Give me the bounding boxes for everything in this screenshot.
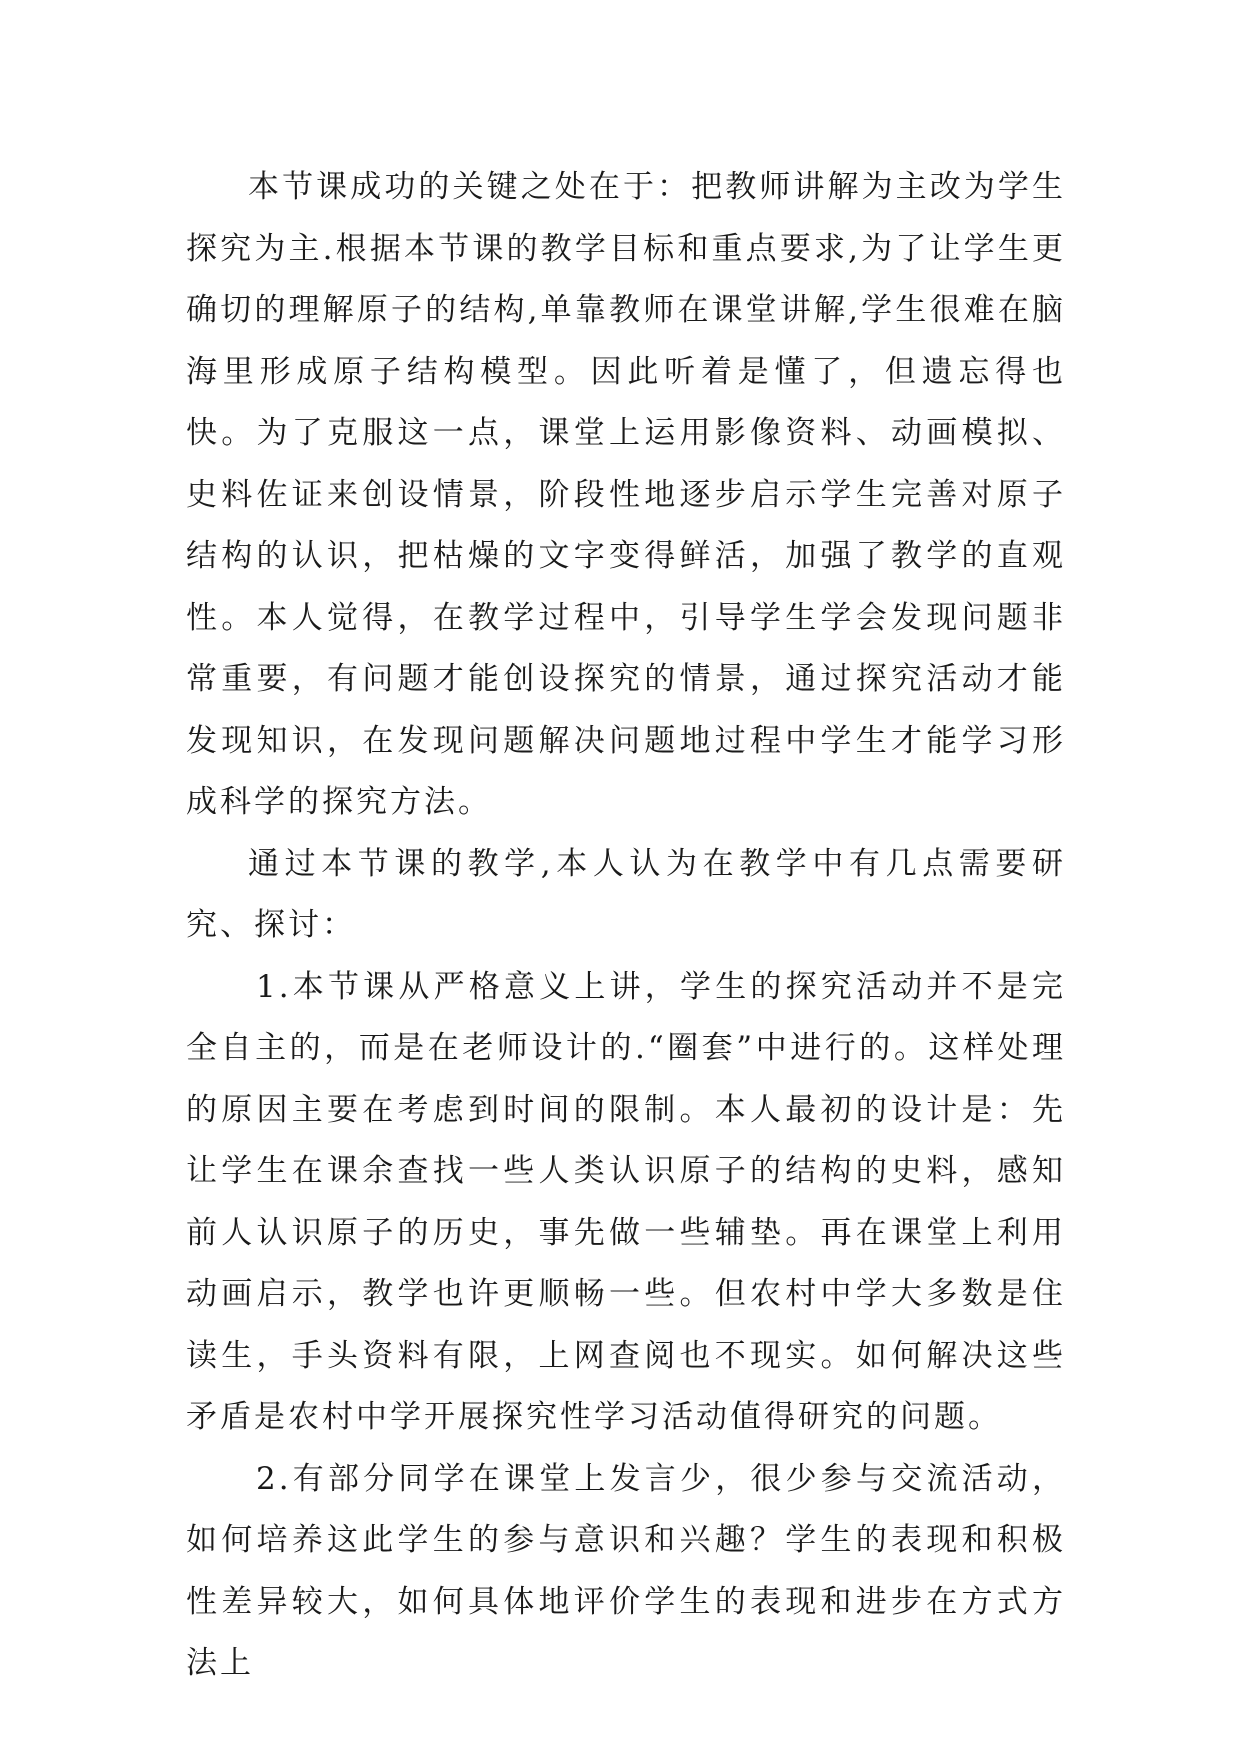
text-line: 快。为了克服这一点，课堂上运用影像资料、动画模拟、史 [186,415,1066,513]
document-body [186,157,1066,1695]
text-line: 人觉得，在教学过程中，引导学生学会发现问题非常重要， [186,599,1066,697]
paragraph-point-2 [186,1449,1066,1695]
text-line: 2.有部分同学在课堂上发言少，很少参与交流活动，如 [186,1460,1066,1558]
text-line: 有问题才能创设探究的情景，通过探究活动才能发现知识， [186,661,1066,759]
text-line: 的认识，把枯燥的文字变得鲜活，加强了教学的直观性。本 [186,538,1066,636]
text-line: 探究为主.根据本节课的教学目标和重点要求,为了让学生 [186,230,1032,267]
text-line: 探讨： [254,907,356,943]
paragraph-research-points-intro [186,834,1066,957]
text-line: 头资料有限，上网查阅也不现实。如何解决这些矛盾是农村 [186,1337,1066,1435]
text-line: 中学开展探究性学习活动值得研究的问题。 [356,1399,1002,1435]
text-line: 料佐证来创设情景，阶段性地逐步启示学生完善对原子结构 [186,476,1066,574]
text-line: 示，教学也许更顺畅一些。但农村中学大多数是住读生，手 [186,1276,1066,1374]
text-line: 通过本节课的教学,本人认为在教学中有几点需要研究、 [186,845,1066,943]
text-line: 在脑海里形成原子结构模型。因此听着是懂了，但遗忘得也 [186,292,1066,390]
text-line: 1.本节课从严格意义上讲，学生的探究活动并不是完全 [186,968,1066,1066]
text-line: 认识原子的历史，事先做一些辅垫。再在课堂上利用动画启 [186,1214,1066,1312]
text-line: 何培养这此学生的参与意识和兴趣？学生的表现和积极性 [186,1522,1066,1620]
text-line: 本节课成功的关键之处在于：把教师讲解为主改为学生 [248,169,1066,205]
text-line: 自主的，而是在老师设计的.“圈套”中进行的。这样处理 [220,1030,1066,1066]
paragraph-key-to-success [186,157,1066,834]
text-line: 更确切的理解原子的结构,单靠教师在课堂讲解,学生很难 [186,230,1066,328]
text-line: 究方法。 [356,784,492,820]
text-line: 的原因主要在考虑到时间的限制。本人最初的设计是：先让 [186,1091,1066,1189]
text-line: 差异较大，如何具体地评价学生的表现和进步在方式方法上 [186,1583,1066,1681]
text-line: 学生在课余查找一些人类认识原子的结构的史料，感知前人 [186,1153,1066,1251]
paragraph-point-1 [186,957,1066,1449]
text-line: 在发现问题解决问题地过程中学生才能学习形成科学的探 [186,722,1066,820]
